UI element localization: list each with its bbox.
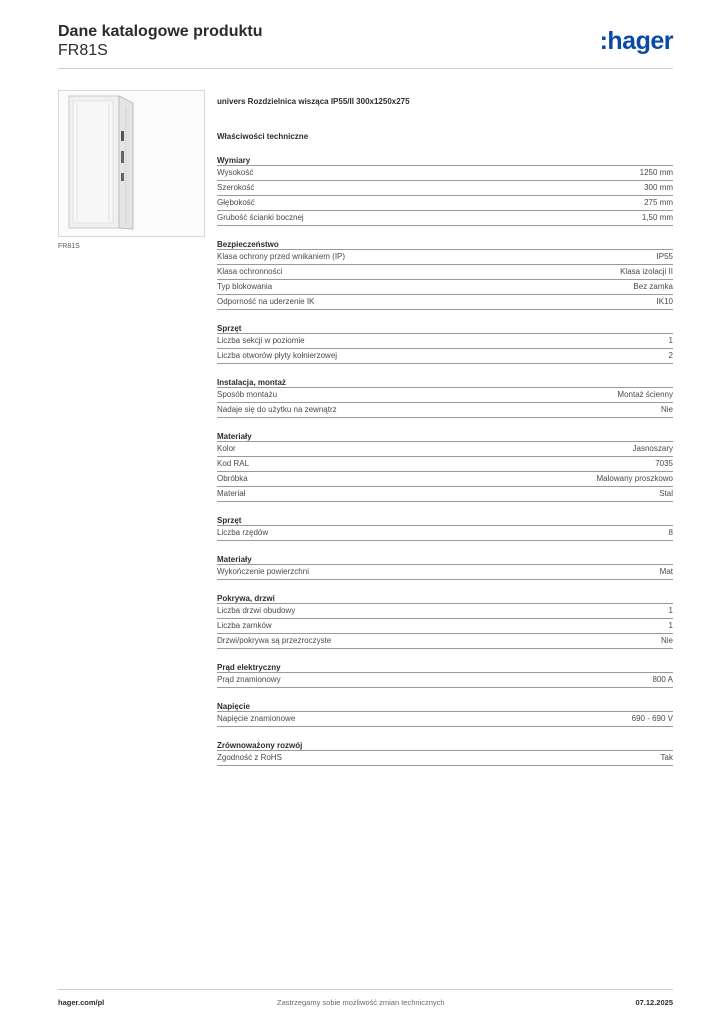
page-footer — [58, 998, 673, 1010]
property-row — [217, 457, 673, 472]
property-label: Odporność na uderzenie IK — [217, 297, 315, 306]
footer-website[interactable]: hager.com/pl — [58, 998, 105, 1007]
property-value: 1 — [668, 606, 673, 615]
property-row — [217, 673, 673, 688]
property-value: Malowany proszkowo — [596, 474, 673, 483]
section-title: Materiały — [217, 554, 673, 565]
section-title: Sprzęt — [217, 515, 673, 526]
property-value: Klasa izolacji II — [620, 267, 673, 276]
property-label: Nadaje się do użytku na zewnątrz — [217, 405, 337, 414]
property-row — [217, 619, 673, 634]
property-label: Liczba otworów płyty kołnierzowej — [217, 351, 338, 360]
property-label: Liczba drzwi obudowy — [217, 606, 296, 615]
property-row — [217, 181, 673, 196]
property-value: Nie — [660, 636, 673, 645]
property-label: Drzwi/pokrywa są przezroczyste — [217, 636, 332, 645]
property-value: Nie — [660, 405, 673, 414]
property-value: 1,50 mm — [641, 213, 673, 222]
page-header — [58, 22, 673, 68]
property-value: 1 — [668, 336, 673, 345]
property-value: 7035 — [655, 459, 673, 468]
property-row — [217, 349, 673, 364]
property-label: Kod RAL — [217, 459, 250, 468]
property-value: Jasnoszary — [632, 444, 673, 453]
property-label: Wysokość — [217, 168, 254, 177]
properties-sections — [217, 155, 673, 766]
section-title: Instalacja, montaż — [217, 377, 673, 388]
property-label: Zgodność z RoHS — [217, 753, 282, 762]
property-row — [217, 604, 673, 619]
section-title: Materiały — [217, 431, 673, 442]
property-section — [217, 554, 673, 580]
enclosure-image — [59, 91, 204, 236]
footer-date: 07.12.2025 — [635, 998, 673, 1007]
section-title: Wymiary — [217, 155, 673, 166]
property-row — [217, 388, 673, 403]
header-divider — [58, 68, 673, 69]
image-caption: FR81S — [58, 243, 80, 250]
property-row — [217, 403, 673, 418]
property-value: IP55 — [656, 252, 673, 261]
product-image — [58, 90, 205, 237]
property-label: Typ blokowania — [217, 282, 273, 291]
property-section — [217, 701, 673, 727]
property-section — [217, 515, 673, 541]
property-label: Grubość ścianki bocznej — [217, 213, 304, 222]
property-row — [217, 712, 673, 727]
property-section — [217, 662, 673, 688]
section-title: Pokrywa, drzwi — [217, 593, 673, 604]
property-row — [217, 565, 673, 580]
property-value: Tak — [660, 753, 673, 762]
property-label: Liczba sekcji w poziomie — [217, 336, 305, 345]
property-value: 2 — [668, 351, 673, 360]
property-value: Montaż ścienny — [617, 390, 673, 399]
product-code: FR81S — [58, 42, 108, 59]
property-label: Głębokość — [217, 198, 255, 207]
property-row — [217, 280, 673, 295]
section-title: Sprzęt — [217, 323, 673, 334]
property-row — [217, 250, 673, 265]
property-value: 800 A — [652, 675, 673, 684]
property-label: Sposób montażu — [217, 390, 278, 399]
section-title: Zrównoważony rozwój — [217, 740, 673, 751]
property-row — [217, 634, 673, 649]
property-label: Wykończenie powierzchni — [217, 567, 309, 576]
property-section — [217, 740, 673, 766]
property-label: Obróbka — [217, 474, 248, 483]
footer-divider — [58, 989, 673, 990]
property-label: Prąd znamionowy — [217, 675, 281, 684]
property-section — [217, 431, 673, 502]
property-value: 1 — [668, 621, 673, 630]
property-section — [217, 593, 673, 649]
property-label: Szerokość — [217, 183, 255, 192]
property-value: IK10 — [656, 297, 673, 306]
document-title: Dane katalogowe produktu — [58, 23, 263, 40]
property-label: Kolor — [217, 444, 236, 453]
logo-text: hager — [607, 27, 673, 55]
property-value: Bez zamka — [633, 282, 673, 291]
property-label: Klasa ochronności — [217, 267, 283, 276]
property-section — [217, 239, 673, 310]
logo-colon: : — [599, 27, 608, 55]
hager-logo — [600, 28, 673, 54]
property-row — [217, 751, 673, 766]
property-value: 8 — [668, 528, 673, 537]
product-name: univers Rozdzielnica wisząca IP55/II 300x1250x275 — [217, 97, 410, 106]
property-value: Mat — [659, 567, 673, 576]
property-section — [217, 377, 673, 418]
property-row — [217, 487, 673, 502]
property-label: Materiał — [217, 489, 246, 498]
property-value: 300 mm — [644, 183, 673, 192]
property-value: 275 mm — [644, 198, 673, 207]
property-row — [217, 211, 673, 226]
property-value: 1250 mm — [639, 168, 673, 177]
property-row — [217, 265, 673, 280]
property-section — [217, 323, 673, 364]
property-row — [217, 526, 673, 541]
property-section — [217, 155, 673, 226]
property-row — [217, 442, 673, 457]
property-value: 690 - 690 V — [631, 714, 673, 723]
section-title: Napięcie — [217, 701, 673, 712]
property-row — [217, 334, 673, 349]
property-row — [217, 196, 673, 211]
property-row — [217, 472, 673, 487]
product-details — [217, 96, 673, 766]
property-value: Stal — [659, 489, 673, 498]
footer-disclaimer: Zastrzegamy sobie możliwość zmian technicznych — [277, 998, 445, 1007]
property-label: Liczba rzędów — [217, 528, 269, 537]
section-title: Prąd elektryczny — [217, 662, 673, 673]
property-label: Klasa ochrony przed wnikaniem (IP) — [217, 252, 346, 261]
property-row — [217, 295, 673, 310]
properties-heading: Właściwości techniczne — [217, 132, 309, 141]
property-label: Napięcie znamionowe — [217, 714, 296, 723]
property-label: Liczba zamków — [217, 621, 272, 630]
property-row — [217, 166, 673, 181]
section-title: Bezpieczeństwo — [217, 239, 673, 250]
